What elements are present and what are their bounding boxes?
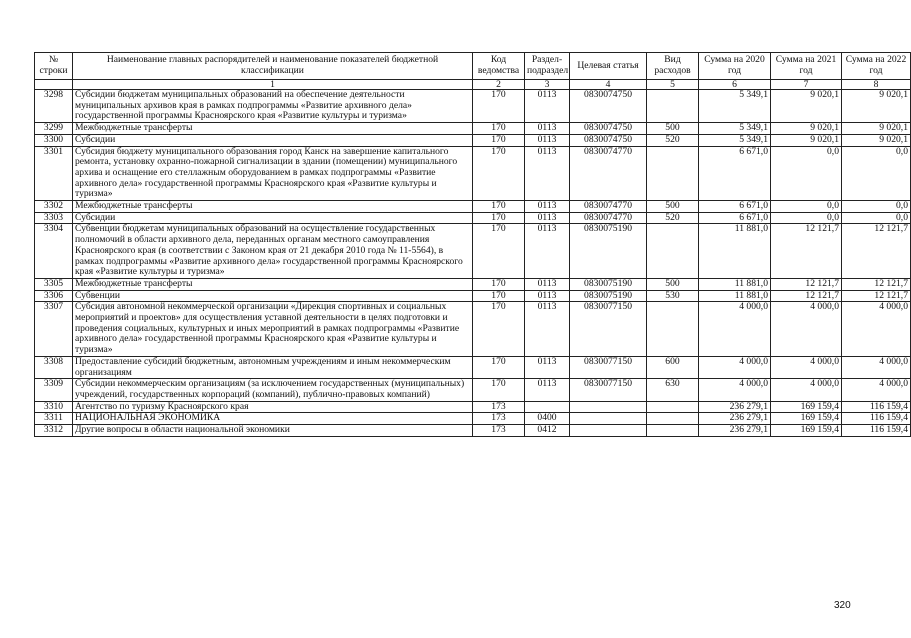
column-number: 4: [570, 80, 647, 90]
sum-2021-cell: 12 121,7: [771, 278, 842, 290]
dept-code-cell: 170: [473, 90, 525, 123]
sum-2020-cell: 11 881,0: [699, 278, 771, 290]
indicator-name-cell: Субсидия бюджету муниципального образования город Канск на завершение капитального ремонта, установку охранно-пожарной сигнализации в здании (помещении) муниципального архива и оснащение его стеллажным оборудованием в рамках подпрограммы «Развитие архивного дела» государственной программы Красноярского края «Развитие культуры и туризма»: [73, 146, 473, 201]
dept-code-cell: 173: [473, 413, 525, 425]
column-number: 1: [73, 80, 473, 90]
row-number-cell: 3304: [35, 224, 73, 279]
sum-2022-cell: 12 121,7: [842, 290, 911, 302]
section-cell: 0113: [525, 278, 570, 290]
sum-2022-cell: 0,0: [842, 212, 911, 224]
dept-code-cell: 173: [473, 425, 525, 437]
indicator-name-cell: Субвенции бюджетам муниципальных образований на осуществление государственных полномочий в области архивного дела, переданных органам местного самоуправления Красноярского края (в соответствии с Законом края от 21 декабря 2010 года № 11-5564), в рамках подпрограммы «Развитие архивного дела» государственной программы Красноярского края «Развитие культуры и туризма»: [73, 224, 473, 279]
dept-code-cell: 173: [473, 401, 525, 413]
section-cell: 0113: [525, 224, 570, 279]
sum-2021-cell: 12 121,7: [771, 224, 842, 279]
column-number-row: [35, 80, 911, 90]
indicator-name-cell: Субсидии: [73, 212, 473, 224]
target-article-cell: 0830074750: [570, 123, 647, 135]
section-cell: 0113: [525, 212, 570, 224]
indicator-name-cell: Межбюджетные трансферты: [73, 201, 473, 213]
section-cell: 0113: [525, 302, 570, 357]
sum-2020-cell: 5 349,1: [699, 123, 771, 135]
table-row: [35, 224, 911, 279]
expense-type-cell: [647, 302, 699, 357]
table-row: [35, 212, 911, 224]
sum-2020-cell: 236 279,1: [699, 425, 771, 437]
sum-2021-cell: 4 000,0: [771, 302, 842, 357]
target-article-cell: [570, 401, 647, 413]
row-number-cell: 3302: [35, 201, 73, 213]
sum-2021-cell: 12 121,7: [771, 290, 842, 302]
sum-2020-cell: 4 000,0: [699, 379, 771, 401]
sum-2020-cell: 4 000,0: [699, 356, 771, 378]
table-row: [35, 401, 911, 413]
sum-2022-cell: 9 020,1: [842, 123, 911, 135]
sum-2021-cell: 4 000,0: [771, 379, 842, 401]
row-number-cell: 3308: [35, 356, 73, 378]
column-number: 6: [699, 80, 771, 90]
dept-code-cell: 170: [473, 356, 525, 378]
expense-type-cell: 600: [647, 356, 699, 378]
target-article-cell: [570, 413, 647, 425]
sum-2022-cell: 116 159,4: [842, 425, 911, 437]
sum-2022-cell: 116 159,4: [842, 413, 911, 425]
target-article-cell: 0830077150: [570, 302, 647, 357]
header-target: Целевая статья: [570, 53, 647, 80]
expense-type-cell: 520: [647, 212, 699, 224]
column-number: [35, 80, 73, 90]
section-cell: 0113: [525, 123, 570, 135]
target-article-cell: 0830075190: [570, 278, 647, 290]
section-cell: 0113: [525, 356, 570, 378]
indicator-name-cell: НАЦИОНАЛЬНАЯ ЭКОНОМИКА: [73, 413, 473, 425]
target-article-cell: 0830074770: [570, 146, 647, 201]
sum-2020-cell: 236 279,1: [699, 401, 771, 413]
sum-2021-cell: 169 159,4: [771, 425, 842, 437]
sum-2021-cell: 169 159,4: [771, 413, 842, 425]
indicator-name-cell: Субсидии некоммерческим организациям (за исключением государственных (муниципальных) учреждений, государственных корпораций (компаний), публично-правовых компаний): [73, 379, 473, 401]
sum-2020-cell: 5 349,1: [699, 90, 771, 123]
target-article-cell: 0830074770: [570, 212, 647, 224]
expense-type-cell: [647, 425, 699, 437]
table-row: [35, 278, 911, 290]
dept-code-cell: 170: [473, 123, 525, 135]
section-cell: 0113: [525, 146, 570, 201]
sum-2021-cell: 9 020,1: [771, 134, 842, 146]
indicator-name-cell: Межбюджетные трансферты: [73, 123, 473, 135]
table-header: [35, 53, 911, 90]
expense-type-cell: [647, 146, 699, 201]
sum-2021-cell: 0,0: [771, 212, 842, 224]
expense-type-cell: [647, 413, 699, 425]
sum-2021-cell: 4 000,0: [771, 356, 842, 378]
table-row: [35, 302, 911, 357]
indicator-name-cell: Субсидии: [73, 134, 473, 146]
indicator-name-cell: Субсидии бюджетам муниципальных образований на обеспечение деятельности муниципальных архивов края в рамках подпрограммы «Развитие архивного дела» государственной программы Красноярского края «Развитие культуры и туризма»: [73, 90, 473, 123]
section-cell: 0400: [525, 413, 570, 425]
sum-2020-cell: 236 279,1: [699, 413, 771, 425]
row-number-cell: 3305: [35, 278, 73, 290]
column-number: 2: [473, 80, 525, 90]
sum-2020-cell: 6 671,0: [699, 201, 771, 213]
column-number: 7: [771, 80, 842, 90]
indicator-name-cell: Предоставление субсидий бюджетным, автономным учреждениям и иным некоммерческим организациям: [73, 356, 473, 378]
dept-code-cell: 170: [473, 290, 525, 302]
sum-2022-cell: 0,0: [842, 201, 911, 213]
table-row: [35, 379, 911, 401]
dept-code-cell: 170: [473, 224, 525, 279]
section-cell: 0412: [525, 425, 570, 437]
dept-code-cell: 170: [473, 278, 525, 290]
section-cell: [525, 401, 570, 413]
sum-2022-cell: 4 000,0: [842, 302, 911, 357]
target-article-cell: 0830077150: [570, 379, 647, 401]
row-number-cell: 3311: [35, 413, 73, 425]
row-number-cell: 3298: [35, 90, 73, 123]
dept-code-cell: 170: [473, 134, 525, 146]
header-sum-2020: Сумма на 2020 год: [699, 53, 771, 80]
sum-2021-cell: 0,0: [771, 146, 842, 201]
sum-2021-cell: 169 159,4: [771, 401, 842, 413]
row-number-cell: 3310: [35, 401, 73, 413]
dept-code-cell: 170: [473, 201, 525, 213]
target-article-cell: 0830074750: [570, 90, 647, 123]
column-number: 8: [842, 80, 911, 90]
sum-2020-cell: 6 671,0: [699, 146, 771, 201]
table-row: [35, 413, 911, 425]
sum-2020-cell: 6 671,0: [699, 212, 771, 224]
section-cell: 0113: [525, 290, 570, 302]
header-row-no: № строки: [35, 53, 73, 80]
row-number-cell: 3309: [35, 379, 73, 401]
target-article-cell: 0830075190: [570, 290, 647, 302]
row-number-cell: 3306: [35, 290, 73, 302]
expense-type-cell: 530: [647, 290, 699, 302]
indicator-name-cell: Субвенции: [73, 290, 473, 302]
indicator-name-cell: Межбюджетные трансферты: [73, 278, 473, 290]
expense-type-cell: [647, 401, 699, 413]
sum-2022-cell: 4 000,0: [842, 379, 911, 401]
header-name: Наименование главных распорядителей и наименование показателей бюджетной классификации: [73, 53, 473, 80]
header-sum-2022: Сумма на 2022 год: [842, 53, 911, 80]
table-row: [35, 425, 911, 437]
sum-2020-cell: 4 000,0: [699, 302, 771, 357]
expense-type-cell: [647, 224, 699, 279]
sum-2020-cell: 11 881,0: [699, 290, 771, 302]
page-number: 320: [834, 600, 851, 611]
expense-type-cell: 630: [647, 379, 699, 401]
row-number-cell: 3300: [35, 134, 73, 146]
target-article-cell: 0830074750: [570, 134, 647, 146]
dept-code-cell: 170: [473, 146, 525, 201]
sum-2020-cell: 11 881,0: [699, 224, 771, 279]
sum-2021-cell: 0,0: [771, 201, 842, 213]
header-sum-2021: Сумма на 2021 год: [771, 53, 842, 80]
section-cell: 0113: [525, 90, 570, 123]
table-row: [35, 123, 911, 135]
sum-2022-cell: 9 020,1: [842, 134, 911, 146]
expense-type-cell: 520: [647, 134, 699, 146]
target-article-cell: 0830075190: [570, 224, 647, 279]
expense-type-cell: [647, 90, 699, 123]
expense-type-cell: 500: [647, 123, 699, 135]
sum-2021-cell: 9 020,1: [771, 90, 842, 123]
sum-2022-cell: 4 000,0: [842, 356, 911, 378]
sum-2021-cell: 9 020,1: [771, 123, 842, 135]
header-section: Раздел-подраздел: [525, 53, 570, 80]
dept-code-cell: 170: [473, 379, 525, 401]
table-row: [35, 134, 911, 146]
sum-2022-cell: 9 020,1: [842, 90, 911, 123]
indicator-name-cell: Субсидия автономной некоммерческой организации «Дирекция спортивных и социальных мероприятий и проектов» для осуществления уставной деятельности в целях подготовки и проведения социальных, культурных и иных мероприятий в рамках подпрограммы «Развитие архивного дела» государственной программы Красноярского края «Развитие культуры и туризма»: [73, 302, 473, 357]
row-number-cell: 3301: [35, 146, 73, 201]
expense-type-cell: 500: [647, 278, 699, 290]
sum-2022-cell: 12 121,7: [842, 278, 911, 290]
header-row: [35, 53, 911, 80]
table-row: [35, 356, 911, 378]
target-article-cell: 0830077150: [570, 356, 647, 378]
row-number-cell: 3312: [35, 425, 73, 437]
table-row: [35, 90, 911, 123]
table-row: [35, 146, 911, 201]
table-row: [35, 201, 911, 213]
section-cell: 0113: [525, 379, 570, 401]
budget-table: [34, 52, 911, 437]
header-dept-code: Код ведомства: [473, 53, 525, 80]
sum-2022-cell: 116 159,4: [842, 401, 911, 413]
column-number: 5: [647, 80, 699, 90]
section-cell: 0113: [525, 134, 570, 146]
indicator-name-cell: Другие вопросы в области национальной экономики: [73, 425, 473, 437]
sum-2022-cell: 12 121,7: [842, 224, 911, 279]
expense-type-cell: 500: [647, 201, 699, 213]
column-number: 3: [525, 80, 570, 90]
section-cell: 0113: [525, 201, 570, 213]
row-number-cell: 3307: [35, 302, 73, 357]
header-exp-type: Вид расходов: [647, 53, 699, 80]
sum-2022-cell: 0,0: [842, 146, 911, 201]
sum-2020-cell: 5 349,1: [699, 134, 771, 146]
table-row: [35, 290, 911, 302]
target-article-cell: [570, 425, 647, 437]
dept-code-cell: 170: [473, 302, 525, 357]
dept-code-cell: 170: [473, 212, 525, 224]
indicator-name-cell: Агентство по туризму Красноярского края: [73, 401, 473, 413]
target-article-cell: 0830074770: [570, 201, 647, 213]
row-number-cell: 3299: [35, 123, 73, 135]
row-number-cell: 3303: [35, 212, 73, 224]
table-body: [35, 90, 911, 437]
